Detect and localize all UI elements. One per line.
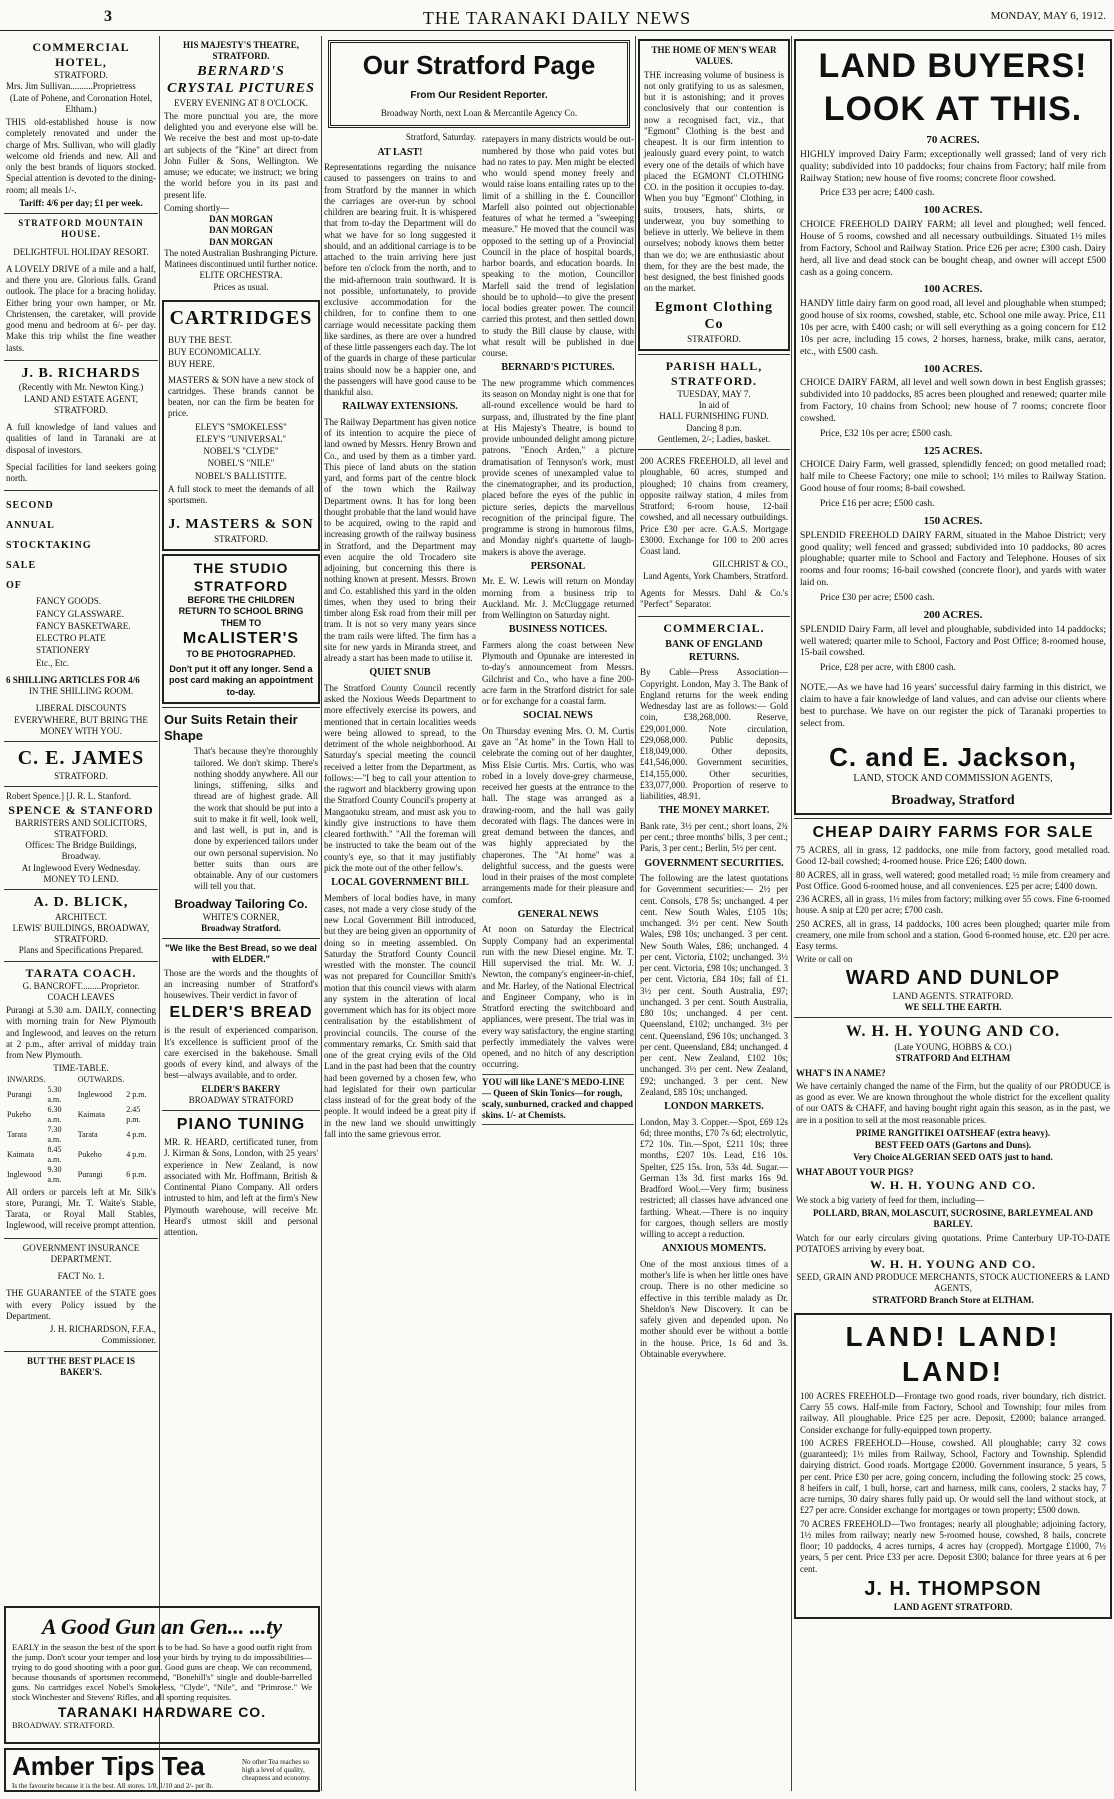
article-body: By Cable—Press Association—Copyright. London, May 3. The Bank of England returns for the week ending Wednesday last are as follows:— Gold coin, £38,268,000. Reserve, £29,001,000. Note circulation, £29,068,000. Public deposits, £18,049,000. Other deposits, £41,546,000. Government securities, £14,155,000. Other securities, £33,077,000. Proportion of reserve to liabilities, 48.91.: [640, 667, 788, 801]
ad-title: TARATA COACH.: [25, 965, 137, 980]
newspaper-title: THE TARANAKI DAILY NEWS: [422, 8, 692, 28]
farm-description: SPLENDID Dairy Farm, all level and ploughable, subdivided into 14 paddocks; well watered; quarter mile to School, Factory and Post Office; 8-roomed house, 15-bail cowshed.: [800, 624, 1106, 659]
ad-title: Our Suits Retain their Shape: [164, 711, 298, 743]
ad-title: SPENCE & STANFORD: [8, 802, 154, 817]
ad-note: A full stock to meet the demands of all sportsmen.: [168, 483, 314, 505]
article-body: ratepayers in many districts would be out-numbered by those who paid votes but had no rates to pay. Men might be elected who would spend money freely and would raise loans entailing rates up to the limit of a shilling in the £. Councillor Marfell also pointed out objectionable features of what he termed a "sweeping measure." He moved that the council was opposed to the setting up of a Provincial Council in the place of hospital boards, harbor boards, and education boards. In speaking to the motion, Councillor Marfell said the trend of legislation should be to uphold—to give the present local bodies greater power. The council carried this protest, and then settled down to study the Bill clause by clause, with what result will be published in due course.: [482, 134, 634, 358]
ad-address: BROADWAY STRATFORD: [188, 1094, 294, 1105]
ad-places: STRATFORD And ELTHAM: [895, 1053, 1011, 1064]
ad-line: SALE: [6, 560, 37, 572]
ad-line: BUY ECONOMICALLY.: [168, 347, 262, 357]
article-heading: BUSINESS NOTICES.: [508, 624, 608, 636]
tailoring-ad: [162, 707, 320, 938]
timetable-header: INWARDS.: [7, 1074, 46, 1084]
young-co-ad: [794, 1017, 1112, 1310]
column-5: [794, 36, 1112, 1791]
ad-place: STRATFORD.: [687, 333, 741, 344]
ad-offer: 6 SHILLING ARTICLES FOR 4/6: [6, 674, 140, 685]
farm-item: 80 ACRES, all in grass, well watered; good metalled road; ½ mile from creamery and Post Office. Good 6-roomed house, and all conveniences. £25 per acre; £400 down.: [796, 869, 1110, 891]
ad-body: Purangi at 5.30 a.m. DAILY, connecting with morning train for New Plymouth and Inglewood, and leaves on the return at 2 p.m., after arrival of midday train from New Plymouth.: [6, 1005, 156, 1060]
ad-body: 200 ACRES FREEHOLD, all level and ploughable, 60 acres, stumped and ploughed; 10 chains from creamery, opposite railway station, 4 miles from Stratford; 6-room house, 12-bail cowshed, and all necessary outbuildings. Price £30 per acre. G.A.S. Mortgage £3000. Exchange for 100 to 200 acres Coast land.: [640, 456, 788, 556]
ad-line: In aid of: [698, 400, 730, 410]
ad-name: ELDER'S BREAD: [169, 1004, 313, 1022]
ad-name: J. H. THOMPSON: [864, 1577, 1042, 1600]
article-heading: ANXIOUS MOMENTS.: [662, 1243, 766, 1255]
richards-ad: [4, 360, 158, 491]
ad-title: LOOK AT THIS.: [823, 89, 1083, 128]
amber-tea-ad: [4, 1748, 320, 1792]
farm-item: 100 ACRES FREEHOLD—House, cowshed. All ploughable; carry 32 cows (guaranteed); 1½ miles from Railway, School, Factory and Township. Splendid dairying district. Good roads. Mortgage £2000. Government insurance, 5 years, 5 per cent. Price £30 per acre, going concern, including the following stock: 25 cows, 8 heifers in calf, 1 bull, horse, cart and harness, milk cans, coolers, 2 stacks hay, 7 acre turnips, 30 dairy shares fully paid up. Or would sell the land without stock, at £27 per acre. Consider exchange for mortgages or town property; £500 down.: [800, 1437, 1106, 1516]
ad-role: BARRISTERS AND SOLICITORS, STRATFORD.: [14, 817, 148, 839]
ad-title: Amber Tips Tea: [12, 1750, 205, 1781]
ad-line: OF: [6, 580, 22, 592]
ad-persons: Robert Spence.] [J. R. L. Stanford.: [6, 791, 131, 802]
ad-line: DAN MORGAN: [209, 225, 273, 236]
ad-tariff: Tariff: 4/6 per day; £1 per week.: [19, 197, 143, 208]
article-body: Bank rate, 3½ per cent.; short loans, 2¾ per cent.; three months' bills, 3 per cent.; Paris, 3 per cent.; Berlin, 5½ per cent.: [640, 820, 788, 854]
article-heading: PERSONAL: [530, 560, 586, 572]
ad-role: LAND AND ESTATE AGENT,: [23, 393, 139, 404]
ad-name: W. H. H. YOUNG AND CO.: [869, 1177, 1037, 1192]
ad-name: Egmont Clothing Co: [654, 299, 774, 332]
gilchrist-ad: [638, 449, 790, 616]
ad-note: Write or call on: [796, 954, 853, 965]
farm-item: 236 ACRES, all in grass, 1½ miles from factory; milking over 55 cows. Fine 6-roomed house. A snip at £20 per acre; £700 cash.: [796, 894, 1110, 916]
banner-title: Our Stratford Page: [362, 50, 596, 80]
ad-item: ELEY'S "SMOKELESS": [195, 421, 287, 432]
ad-name: W. H. H. YOUNG AND CO.: [869, 1257, 1037, 1272]
ad-subtitle: DELIGHTFUL HOLIDAY RESORT.: [13, 246, 149, 257]
ad-note: Prices as usual.: [213, 281, 269, 292]
ad-title: PARISH HALL, STRATFORD.: [665, 358, 763, 388]
article-body: The new programme which commences its season on Monday night is one that for all-round excellence would be hard to surpass, and, illustrated by the fine plant at His Majesty's Theatre, is bound to provide unbounded delight among picture patrons. "Enoch Arden," a picture dramatisation of Tennyson's work, must provide scenes of unexampled value to the cinematographer, and its production, placed before the eyes of the public in picture series, depicts the marvellous recognition of the principal figure. The programme is strong in humorous films, and Monday night's quartette of laugh-makers is above the average.: [482, 377, 634, 557]
egmont-clothing-ad: [638, 39, 790, 351]
article-heading: BERNARD'S PICTURES.: [501, 362, 615, 374]
farm-item: 75 ACRES, all in grass, 12 paddocks, one mile from factory, good metalled road. Good 12-bail cowshed; 4-roomed house. Price £26; £400 down.: [796, 845, 1110, 867]
article-heading: LONDON MARKETS.: [664, 1101, 764, 1112]
article-body: Members of local bodies have, in many cases, not made a very close study of the new Local Government Bill introduced, but they are being given an opportunity of doing so in meeting assembled. On Saturday the Stratford County Council wrestled with the monster. The council was not prepared for Councillor Smith's motion that this council views with alarm any system in the alteration of local government which has for its object more centralisation by the establishment of provincial councils. The course of the commentary remarks, Cr. Smith said that one of the great crying evils of the Old Land in the past had been that the country had been governed by a chosen few, who had legislated for their own particular class instead of for the great body of the people. It would indeed be a great pity if in the new land we should unwittingly fall into the same grievous error.: [324, 892, 476, 1139]
ad-item: FANCY GOODS.: [36, 596, 102, 607]
ad-body: Watch for our early circulars giving quotations. Prime Canterbury UP-TO-DATE POTATOES arriving by every boat.: [796, 1232, 1110, 1254]
ad-title: GOVERNMENT INSURANCE DEPARTMENT.: [22, 1242, 140, 1264]
ad-role: ARCHITECT.: [54, 911, 108, 922]
masthead: [0, 6, 1114, 31]
ad-title: CARTRIDGES: [169, 306, 313, 329]
banner-subtitle: From Our Resident Reporter.: [410, 89, 548, 101]
ad-note: NOTE.—As we have had 16 years' successful dairy farming in this district, we claim to have a fair knowledge of land values, and can advise our clients where best to purchase. We have on our register the pick of Taranaki properties to select from.: [800, 683, 1106, 729]
ad-line: Dancing 8 p.m.: [686, 422, 742, 433]
ad-line: Don't put it off any longer. Send a post card making an appointment to-day.: [168, 664, 314, 697]
ad-name: C. and E. Jackson,: [829, 741, 1077, 772]
ad-proprietor: G. BANCROFT.........Proprietor.: [22, 980, 140, 991]
ad-item: ELEY'S "UNIVERSAL": [195, 433, 287, 444]
ad-subtitle: COACH LEAVES: [47, 991, 115, 1002]
article-body: Representations regarding the nuisance caused to passengers on trains to and from Stratford by the manner in which the carriages are over-run by school children are bearing fruit. It is whispered that from to-day the Department will do what we have for so long suggested it should, and an additional carriage is to be attached to the train arriving here just before ten o'clock from the north, and to the mid-afternoon train southward. It is not possible, unfortunately, to provide exclusive accommodation for the children, for to confine them to one carriage would necessitate packing them like sardines, as there are over a hundred of these little passengers each day. The lot of the guards in charge of these particular trains should now be a happier one, and the passengers will have good cause to be thankful also.: [324, 162, 476, 397]
ad-line: BUY HERE.: [168, 359, 215, 370]
column-rule: [635, 36, 636, 1791]
news-col-right: [482, 132, 634, 1142]
ad-body: EARLY in the season the best of the sport is to be had. So have a good outfit right from the jump. Don't scour your temper and lose your birds by trying to do impossibilities—trying to do good shooting with a poor gun. Good guns are cheap. We can recommend, because thousands of sportsmen recommend, "Bonehill's" single and double-barrelled guns. No cartridges excel Nobel's Smokeless, "Clyde", "Nile", and "Primrose." We stock Winchester and Stevens' Rifles, and all sporting requisites.: [12, 1642, 312, 1702]
insurance-ad: [4, 1238, 158, 1351]
ad-subtitle: EVERY EVENING AT 8 O'CLOCK.: [174, 97, 308, 108]
article-heading: BANK OF ENGLAND RETURNS.: [665, 639, 763, 663]
ad-item: NOBEL'S "CLYDE": [203, 446, 279, 456]
ad-note: Agents for Messrs. Dahl & Co.'s "Perfect" Separator.: [640, 587, 788, 609]
james-ad: [4, 741, 158, 786]
column-3: [324, 36, 634, 1791]
article-heading: SOCIAL NEWS: [523, 710, 593, 722]
studio-ad: [162, 554, 320, 704]
ad-name: ELDER'S BAKERY: [201, 1083, 281, 1094]
column-2: [162, 36, 320, 1601]
table-row: Purangi 5.30 a.m. Inglewood 2 p.m.: [7, 1084, 147, 1104]
thompson-ad: [794, 1313, 1112, 1619]
table-row: Kaimata 8.45 a.m. Pukeho 4 p.m.: [7, 1144, 147, 1164]
ad-proprietor: Mrs. Jim Sullivan..........Proprietress: [6, 81, 136, 92]
stocktaking-ad: [4, 490, 158, 741]
ad-body: We stock a big variety of feed for them, including—: [796, 1194, 985, 1205]
ad-item: Very Choice ALGERIAN SEED OATS just to hand.: [853, 1152, 1053, 1163]
ad-body: THIS old-established house is now completely renovated and under the charge of Mrs. Sullivan, who will gladly welcome old friends and new. All and only the best brands of liquors stocked. Special attention is devoted to the dining-room; all meals 1/-.: [6, 117, 156, 195]
farm-price: Price £30 per acre; £500 cash.: [820, 593, 935, 603]
ad-title: CHEAP DAIRY FARMS FOR SALE: [812, 824, 1094, 842]
ad-title: A. D. BLICK,: [33, 895, 129, 910]
ad-note: LIBERAL DISCOUNTS EVERYWHERE, BUT BRING THE MONEY WITH YOU.: [14, 703, 148, 736]
table-row: Pukeho 6.30 a.m. Kaimata 2.45 p.m.: [7, 1104, 141, 1124]
blick-ad: [4, 889, 158, 961]
ad-place: Broadway, Stratford: [891, 792, 1015, 808]
ad-item: Etc., Etc.: [36, 657, 69, 668]
farm-item: 70 ACRES FREEHOLD—Two frontages; nearly all ploughable; adjoining factory, 1½ miles from railway; nearly new 5-roomed house, cowshed, 8 bails, concrete floor; 10 paddocks, 4 acres turnips, 4 acres hay (cropped). Mortgage £1000, 7½ years, 5 per cent. Price £33 per acre. Deposit £300; balance for three years at 6 per cent.: [800, 1518, 1106, 1574]
ad-title: COMMERCIAL HOTEL,: [32, 40, 130, 69]
ad-item: ELECTRO PLATE: [36, 633, 106, 643]
ad-body: is the result of experienced comparison. It's excellence is sufficient proof of the care exercised in the bakehouse. Small goods of every kind, and always of the best—always available, and to order.: [164, 1025, 318, 1081]
ad-body: Those are the words and the thoughts of an increasing number of Stratford's housewives. Their verdict in favor of: [164, 967, 318, 1000]
ad-tagline: WE SELL THE EARTH.: [904, 1001, 1002, 1012]
ad-title: A Good Gun an Gen... ...ty: [41, 1614, 283, 1639]
ad-address: Broadway Stratford.: [201, 922, 281, 933]
ad-title: HIS MAJESTY'S THEATRE, STRATFORD.: [183, 40, 299, 62]
ad-note: All orders or parcels left at Mr. Silk's store, Purangi, Mr. T. Waite's Stable, Tarata, or Royal Mall Stables, Inglewood, will receive prompt attention.: [6, 1186, 156, 1231]
ad-signature: J. H. RICHARDSON, F.F.A., Commissioner.: [49, 1324, 156, 1346]
ad-question: WHAT'S IN A NAME?: [796, 1067, 886, 1078]
ad-name: GILCHRIST & CO.,: [712, 559, 788, 570]
ad-item: STATIONERY: [36, 645, 91, 656]
ad-note: ELITE ORCHESTRA.: [199, 270, 283, 281]
ad-name: TARANAKI HARDWARE CO.: [57, 1704, 267, 1720]
farm-item: 250 ACRES, all in grass, 14 paddocks, 100 acres been ploughed; quarter mile from creamery, one mile from school and a station. Good 6-roomed house, etc. £20 per acre. Easy terms.: [796, 918, 1110, 952]
ad-title: C. E. JAMES: [17, 747, 145, 769]
ad-role: SEED, GRAIN AND PRODUCE MERCHANTS, STOCK AUCTIONEERS & LAND AGENTS,: [796, 1272, 1110, 1294]
ad-name: Broadway Tailoring Co.: [174, 896, 308, 911]
piano-tuning-ad: [162, 1110, 320, 1244]
ad-subtitle: Is the favourite because it is the best. All stores. 1/8, 1/10 and 2/- per lb.: [12, 1781, 214, 1790]
ad-name: WARD AND DUNLOP: [845, 966, 1061, 989]
ad-title: LAND! LAND! LAND!: [845, 1320, 1061, 1387]
timetable-title: TIME-TABLE.: [53, 1063, 109, 1074]
ad-body: A full knowledge of land values and qualities of land in Taranaki are at disposal of investors.: [6, 422, 156, 455]
farm-description: HIGHLY improved Dairy Farm; exceptionally well grassed; land of very rich quality; subdivided into 10 paddocks; four chains from Factory; half mile from Railway Station; new house of five rooms; concrete floor cowshed.: [800, 149, 1106, 184]
commercial-section: [638, 616, 790, 1366]
article-body: At noon on Saturday the Electrical Supply Company had an experimental run with the new Diesel engine. Mr. T. Hill supervised the trial. Mr. W. J. Newton, the company's engineer-in-chief, and Mr. Harley, of the National Electrical and Engineer Company, who is in Stratford erecting the switchboard and appliances, were present. The trial was in every way satisfactory, the engine starting perfectly immediately the valves were opened, and no hitch of any description occurring.: [482, 924, 634, 1070]
stratford-page-banner: [328, 40, 630, 128]
farm-price: Price, £32 10s per acre; £500 cash.: [820, 428, 953, 439]
ad-subtitle: (Late YOUNG, HOBBS & CO.): [894, 1042, 1012, 1053]
farm-description: CHOICE FREEHOLD DAIRY FARM; all level and ploughed; well fenced. House of 5 rooms, cowshed and all necessary outbuildings. Situated 1½ miles from Factory, School and Railway Station. Price £26 per acre; £300 cash. Dairy herd, all live and dead stock can be bought cheap, and owner will accept £500 cash as a going concern.: [800, 220, 1106, 278]
ad-address: BROADWAY. STRATFORD.: [12, 1720, 115, 1730]
ad-line: ANNUAL: [6, 520, 55, 532]
article-body: On Thursday evening Mrs. O. M. Curtis gave an "At home" in the Town Hall to celebrate the coming out of her daughter, Miss Elsie Curtis. Mrs. Curtis, who was robed in a lovely dove-grey charmeuse, received her guests at the entrance to the hall. The stage was arranged as a drawing-room, and the hall was gaily decorated with flags. The dances were in great demand between the dances, and was highly appreciated by the chaperones. The "At home" was a delightful success, and the guests were loud in their praises of the most complete arrangements made for their pleasure and comfort.: [482, 725, 634, 905]
ad-item: POLLARD, BRAN, MOLASCUIT, SUCROSINE, BARLEYMEAL AND BARLEY.: [812, 1208, 1094, 1230]
ad-role: Land Agents, York Chambers, Stratford.: [643, 570, 788, 581]
article-body: The Stratford County Council recently asked the Noxious Weeds Department to more effectively exercise its powers, and mentioned that in certain localities weeds were being allowed to spread, to the detriment of the whole neighborhood. At Saturday's special meeting the council received a letter from the Department, as follows:—"I beg to call your attention to the ragwort and blackberry growing upon the Stratford County Council's property at Mangaotuku stream, and must ask you to kindly give instructions to have them cleared forthwith." "All the foreman will be instructed to take the beam out of the county's eye, so that it may justifiably pick the mote out of the other fellow's.: [324, 682, 476, 873]
ad-line: DAN MORGAN: [209, 214, 273, 224]
ward-dunlop-ad: [794, 818, 1112, 1017]
bakers-ad: [4, 1351, 158, 1383]
table-row: Tarata 7.30 a.m. Tarata 4 p.m.: [7, 1124, 147, 1144]
ad-line: TO BE PHOTOGRAPHED.: [186, 648, 296, 659]
ad-line: BUY THE BEST.: [168, 334, 233, 345]
article-body: The following are the latest quotations for Government securities:— 2½ per cent. Consols, £78 5s; unchanged. 4 per cent. New South Wales, £105 10s; unchanged. 3½ per cent. New South Wales, £98 10s; unchanged. 3 per cent. New South Wales, £86; unchanged. 4 per cent. Victoria, £102; unchanged. 3½ per cent. Victoria, £98 10s; unchanged. 3 per cent. Victoria, £84 10s; fall of £1. 3½ per cent. South Australia, £97; unchanged. 3 per cent. South Australia, £80 10s; unchanged. 4 per cent. Queensland, £102; unchanged. 3½ per cent. Queensland, £96 10s; unchanged. 3 per cent. Queensland, £84; unchanged. 4 per cent. New Zealand, £102 10s; unchanged. 3½ per cent. New Zealand, £92; unchanged. 3 per cent. New Zealand, £85 10s; unchanged.: [640, 873, 788, 1097]
farm-acres: 150 ACRES.: [923, 514, 983, 527]
farm-acres: 100 ACRES.: [923, 283, 983, 296]
farm-description: SPLENDID FREEHOLD DAIRY FARM, situated in the Mahoe District; very good quality; well fenced and grassed; subdivided into 10 paddocks, 80 acres ploughable; quarter mile to School and Factory and Telephone. Houses of six rooms and four rooms; 16-bail cowshed (concrete floor), and yards with water laid on.: [800, 530, 1106, 589]
hardware-ad: [4, 1606, 320, 1744]
column-rule: [791, 36, 792, 1791]
banner-address: Broadway North, next Loan & Mercantile Agency Co.: [380, 108, 578, 118]
jackson-land-ad: [794, 39, 1112, 815]
theatre-ad: [162, 36, 320, 297]
ad-item: PRIME RANGITIKEI OATSHEAF (extra heavy).: [855, 1127, 1051, 1138]
commercial-hotel-ad: [4, 36, 158, 213]
article-heading: GOVERNMENT SECURITIES.: [644, 857, 784, 869]
ad-line: BEFORE THE CHILDREN RETURN TO SCHOOL BRING THEM TO: [178, 595, 304, 628]
article-body: Farmers along the coast between New Plymouth and Opunake are interested in to-day's announcement from Messrs. Gilchrist and Co., who have a fine 200-acre farm in the Stratford district for sale or for exchange for a coastal farm.: [482, 639, 634, 706]
ad-subtitle: (Recently with Mr. Newton King.): [18, 382, 144, 393]
article-heading: THE MONEY MARKET.: [658, 805, 770, 817]
ad-note: (Late of Pohene, and Coronation Hotel, Eltham.): [9, 92, 153, 114]
farm-acres: 100 ACRES.: [923, 362, 983, 375]
ad-place: STRATFORD.: [54, 70, 108, 80]
ad-line: HALL FURNISHING FUND.: [659, 411, 769, 422]
ad-price: Gentlemen, 2/-; Ladies, basket.: [657, 433, 771, 444]
article-body: Mr. E. W. Lewis will return on Monday morning from a business trip to Auckland. Mr. J. McCluggage returned from Wellington on Saturday night.: [482, 576, 634, 620]
farm-item: 100 ACRES FREEHOLD—Frontage two good roads, river boundary, rich district. Carry 55 cows. Half-mile from Factory, School and Township; four miles from railway. All ploughable. Price £25 per acre. Deposit, £2000; balance arranged. Consider exchange for fully-equipped town property.: [800, 1390, 1106, 1435]
page-number: 3: [104, 8, 112, 25]
article-heading: GENERAL NEWS: [517, 908, 599, 920]
ad-title: THE HOME OF MEN'S WEAR VALUES.: [651, 45, 777, 67]
spence-stanford-ad: [4, 786, 158, 889]
parish-hall-ad: [638, 354, 790, 449]
ad-body: We have certainly changed the name of the Firm, but the quality of our PRODUCE is as good as ever. We are known throughout the whole district for the excellent quality of our OATS & CHAFF, and having bought right again this season, as in the past, we are in a position to sell at the most reasonable prices.: [796, 1080, 1110, 1125]
ad-item: NOBEL'S "NILE": [207, 458, 275, 469]
ad-note: No other Tea reaches so high a level of quality, cheapness and economy.: [242, 1758, 311, 1782]
ad-body: THE increasing volume of business is not only gratifying to us as salesmen, but it is astonishing; and it proves conclusively that our contention is now a recognised fact, viz., that "Egmont" Clothing is the best and cheapest. It is our firm intention to jealously guard every point, to watch every one of the details of which have placed the EGMONT CLOTHING CO. in the position it occupies to-day. When you buy "Egmont" Clothing, in suits, trousers, hats, shirts, or underwear, you buy something to believe in utterly. We believe in them ourselves; nobody knows them better than we do; we are enthusiastic about them, for they are the best made, the best designed, the best finished goods on the market.: [644, 69, 784, 294]
column-rule: [321, 36, 322, 1791]
ad-note: Plans and Specifications Prepared.: [18, 945, 144, 956]
ad-show: BERNARD'S CRYSTAL PICTURES: [167, 63, 315, 96]
ad-item: FANCY BASKETWARE.: [36, 620, 131, 631]
ad-quote: "We like the Best Bread, so we deal with ELDER.": [165, 943, 317, 965]
ad-body: MASTERS & SON have a new stock of cartridges. These brands cannot be beaten, nor can the firm be beaten for price.: [168, 374, 314, 419]
timetable: [6, 1075, 156, 1185]
ad-note: MONEY TO LEND.: [43, 873, 119, 884]
tarata-coach-ad: [4, 961, 158, 1238]
farm-description: HANDY little dairy farm on good road, all level and ploughable when stumped; good house of six rooms, cowshed, stable, etc. School one mile away. Price, £11 10s per acre, with £400 cash; or will sell everything as a going concern for £12 10s per acre, including 15 cows, 2 horses, harness, brake, milk cans, aerator, etc., with £500 cash.: [800, 299, 1106, 357]
ad-title: LAND BUYERS!: [818, 47, 1088, 85]
ad-item: NOBEL'S BALLISTITE.: [194, 470, 288, 481]
farm-price: Price, £28 per acre, with £800 cash.: [820, 663, 956, 674]
column-rule: [159, 36, 160, 1791]
ad-subtitle: FACT No. 1.: [57, 1271, 105, 1281]
ad-address: LEWIS' BUILDINGS, BROADWAY, STRATFORD.: [12, 922, 150, 944]
ad-offer-sub: IN THE SHILLING ROOM.: [28, 686, 134, 696]
ad-role: LAND, STOCK AND COMMISSION AGENTS,: [853, 773, 1053, 785]
ad-body: That's because they're thoroughly tailored. We don't skimp. There's nothing shoddy anywhere. All our linings, stiffening, silks and thread are of highest grade. All the work that should be put into a suit to make it fit well, look well, and last well, is put in, and is done by experienced tailors under our own personal supervision. No better suits than ours are obtainable. Any of our customers will tell you that.: [194, 746, 318, 892]
ad-place: STRATFORD.: [54, 771, 108, 781]
ad-note: At Inglewood Every Wednesday.: [21, 862, 141, 873]
column-1: [4, 36, 158, 1601]
dateline: Stratford, Saturday.: [405, 132, 476, 143]
article-body: London, May 3. Copper.—Spot, £69 12s 6d; three months, £70 7s 6d; electrolytic, £72 10s. Tin.—Spot, £211 10s; three months, £207 10s. Lead, £16 10s. Spelter, £25 15s. Iron, 53s 4d. Sugar.—German 13s 3d. first marks 16s 9d. Bradford Wool.—Very firm; business restricted; all classes have advanced one farthing. Wheat.—There is no inquiry for cargoes, though sellers are mostly willing to accept a reduction.: [640, 1116, 788, 1239]
ad-address: STRATFORD Branch Store at ELTHAM.: [872, 1294, 1034, 1305]
ad-title: W. H. H. YOUNG AND CO.: [845, 1023, 1061, 1041]
ad-offices: Offices: The Bridge Buildings, Broadway.: [25, 840, 137, 862]
ad-title: J. B. RICHARDS: [21, 365, 141, 381]
section-title: COMMERCIAL.: [663, 621, 765, 636]
news-columns: [324, 132, 634, 1142]
ad-title: STRATFORD MOUNTAIN HOUSE.: [18, 218, 144, 240]
ad-date: TUESDAY, MAY 7.: [677, 388, 751, 399]
article-heading: RAILWAY EXTENSIONS.: [342, 401, 458, 413]
article-heading: QUIET SNUB: [369, 667, 431, 679]
farm-acres: 70 ACRES.: [926, 134, 980, 146]
elders-bread-ad: [162, 938, 320, 1110]
ad-role: LAND AGENT STRATFORD.: [893, 1601, 1013, 1612]
ad-title: BUT THE BEST PLACE IS BAKER'S.: [26, 1355, 136, 1377]
ad-line: STOCKTAKING: [6, 540, 92, 552]
ad-body: MR. R. HEARD, certificated tuner, from J. Kirman & Sons, London, with 25 years' experience in New Zealand, is now associated with Mr. Hoffmann, British & Continental Piano Company. All orders intrusted to him, and left at the firm's New Plymouth warehouse, will receive Mr. Heard's utmost skill and personal attention.: [164, 1137, 318, 1237]
farm-description: CHOICE DAIRY FARM, all level and well sown down in best English grasses; subdivided into 10 paddocks, 85 acres been ploughed and renewed; quarter mile from Factory, 10 chains from School; new house of 7 rooms; concrete floor cowshed.: [800, 378, 1106, 424]
ad-item: FANCY GLASSWARE.: [36, 608, 125, 619]
ad-body: THE GUARANTEE of the STATE goes with every Policy issued by the Department.: [6, 1288, 156, 1321]
ad-note: Special facilities for land seekers going north.: [6, 461, 156, 483]
ad-note: Matinees discontinued until further notice.: [164, 259, 318, 269]
article-body: The Railway Department has given notice of its intention to acquire the piece of land owned by Messrs. Henry Brown and Co., and used by them as a timber yard. This piece of land abuts on the station yard, and forms part of the centre block of the town which the Railway Department owns. It has for long been thought probable that the land would have to be acquired, owing to the rapid and increasing growth of the railway business in Stratford, and the Department may even acquire the old Trocadero site adjoining, but concerning this there is nothing known at present. Messrs. Brown and Co. established this yard in the olden times, when they used to bring their timber along Esk road from their mill per tram. It is not so very many years since the tram rails were lifted. The firm has a site for new yards in Miranda street, and already a start has been made to utilise it.: [324, 416, 476, 663]
ad-subtitle: WHITE'S CORNER,: [202, 911, 280, 922]
farm-acres: 200 ACRES.: [923, 608, 983, 621]
farm-description: CHOICE Dairy Farm, well grassed, splendidly fenced; on good metalled road; half mile to Cheese Factory; one mile to school; 1½ miles to Railway Station. Good house of four rooms; 8-bail cowshed.: [800, 460, 1106, 495]
ad-item: BEST FEED OATS (Gartons and Duns).: [874, 1140, 1032, 1151]
article-body: One of the most anxious times of a mother's life is when her little ones have croup. There is no other medicine so effective in this terrible malady as Dr. Sheldon's New Discovery. It can be safely given and depended upon. No mother should ever be without a bottle in the house. Price, 1s 6d and 3s. Obtainable everywhere.: [640, 1258, 788, 1359]
column-4: [638, 36, 790, 1791]
issue-date: MONDAY, MAY 6, 1912.: [990, 10, 1106, 22]
ad-place: STRATFORD.: [214, 533, 268, 544]
ad-coming: Coming shortly—: [164, 202, 230, 213]
ad-line: DAN MORGAN: [209, 236, 273, 247]
ad-place: STRATFORD.: [54, 404, 108, 415]
ad-body: The more punctual you are, the more delighted you and everyone else will be. We receive the best and most up-to-date art subjects of the "Kine" art direct from John Fuller & Sons, Wellington. We amuse; we educate; we instruct; we bring the world before you in its past and present life.: [164, 110, 318, 200]
lanes-medoline-ad: YOU will like LANE'S MEDO-LINE — Queen of Skin Tonics—for rough, scaly, sunburned, cracked and chapped skins. 1/- at Chemists.: [482, 1074, 634, 1125]
ad-name: J. MASTERS & SON: [168, 517, 314, 533]
farm-acres: 125 ACRES.: [923, 444, 983, 457]
ad-note: The noted Australian Bushranging Picture.: [164, 247, 318, 258]
ad-question: WHAT ABOUT YOUR PIGS?: [796, 1166, 914, 1177]
table-row: Inglewood 9.30 a.m. Purangi 6 p.m.: [7, 1164, 147, 1184]
article-heading: LOCAL GOVERNMENT BILL: [331, 877, 469, 888]
cartridges-ad: [162, 300, 320, 551]
ad-title: THE STUDIO STRATFORD: [193, 560, 289, 594]
news-col-left: [324, 132, 476, 1142]
ad-body: A LOVELY DRIVE of a mile and a half, and there you are. Glorious falls. Grand outlook. The place for a bracing holiday. Either bring your own hamper, or Mr. Christensen, the caretaker, will provide good menu and bedroom at 6/- per day. Make this trip whilst the fine weather lasts.: [6, 263, 156, 353]
farm-price: Price £16 per acre; £500 cash.: [820, 499, 935, 509]
timetable-header: OUTWARDS.: [77, 1074, 125, 1084]
farm-acres: 100 ACRES.: [923, 204, 983, 217]
ad-role: LAND AGENTS. STRATFORD.: [892, 990, 1014, 1001]
ad-title: PIANO TUNING: [176, 1116, 306, 1133]
farm-price: Price £33 per acre; £400 cash.: [820, 188, 935, 199]
ad-name: McALISTER'S: [182, 629, 300, 647]
article-heading: AT LAST!: [377, 146, 423, 158]
mountain-house-ad: [4, 213, 158, 360]
ad-line: SECOND: [6, 500, 54, 512]
